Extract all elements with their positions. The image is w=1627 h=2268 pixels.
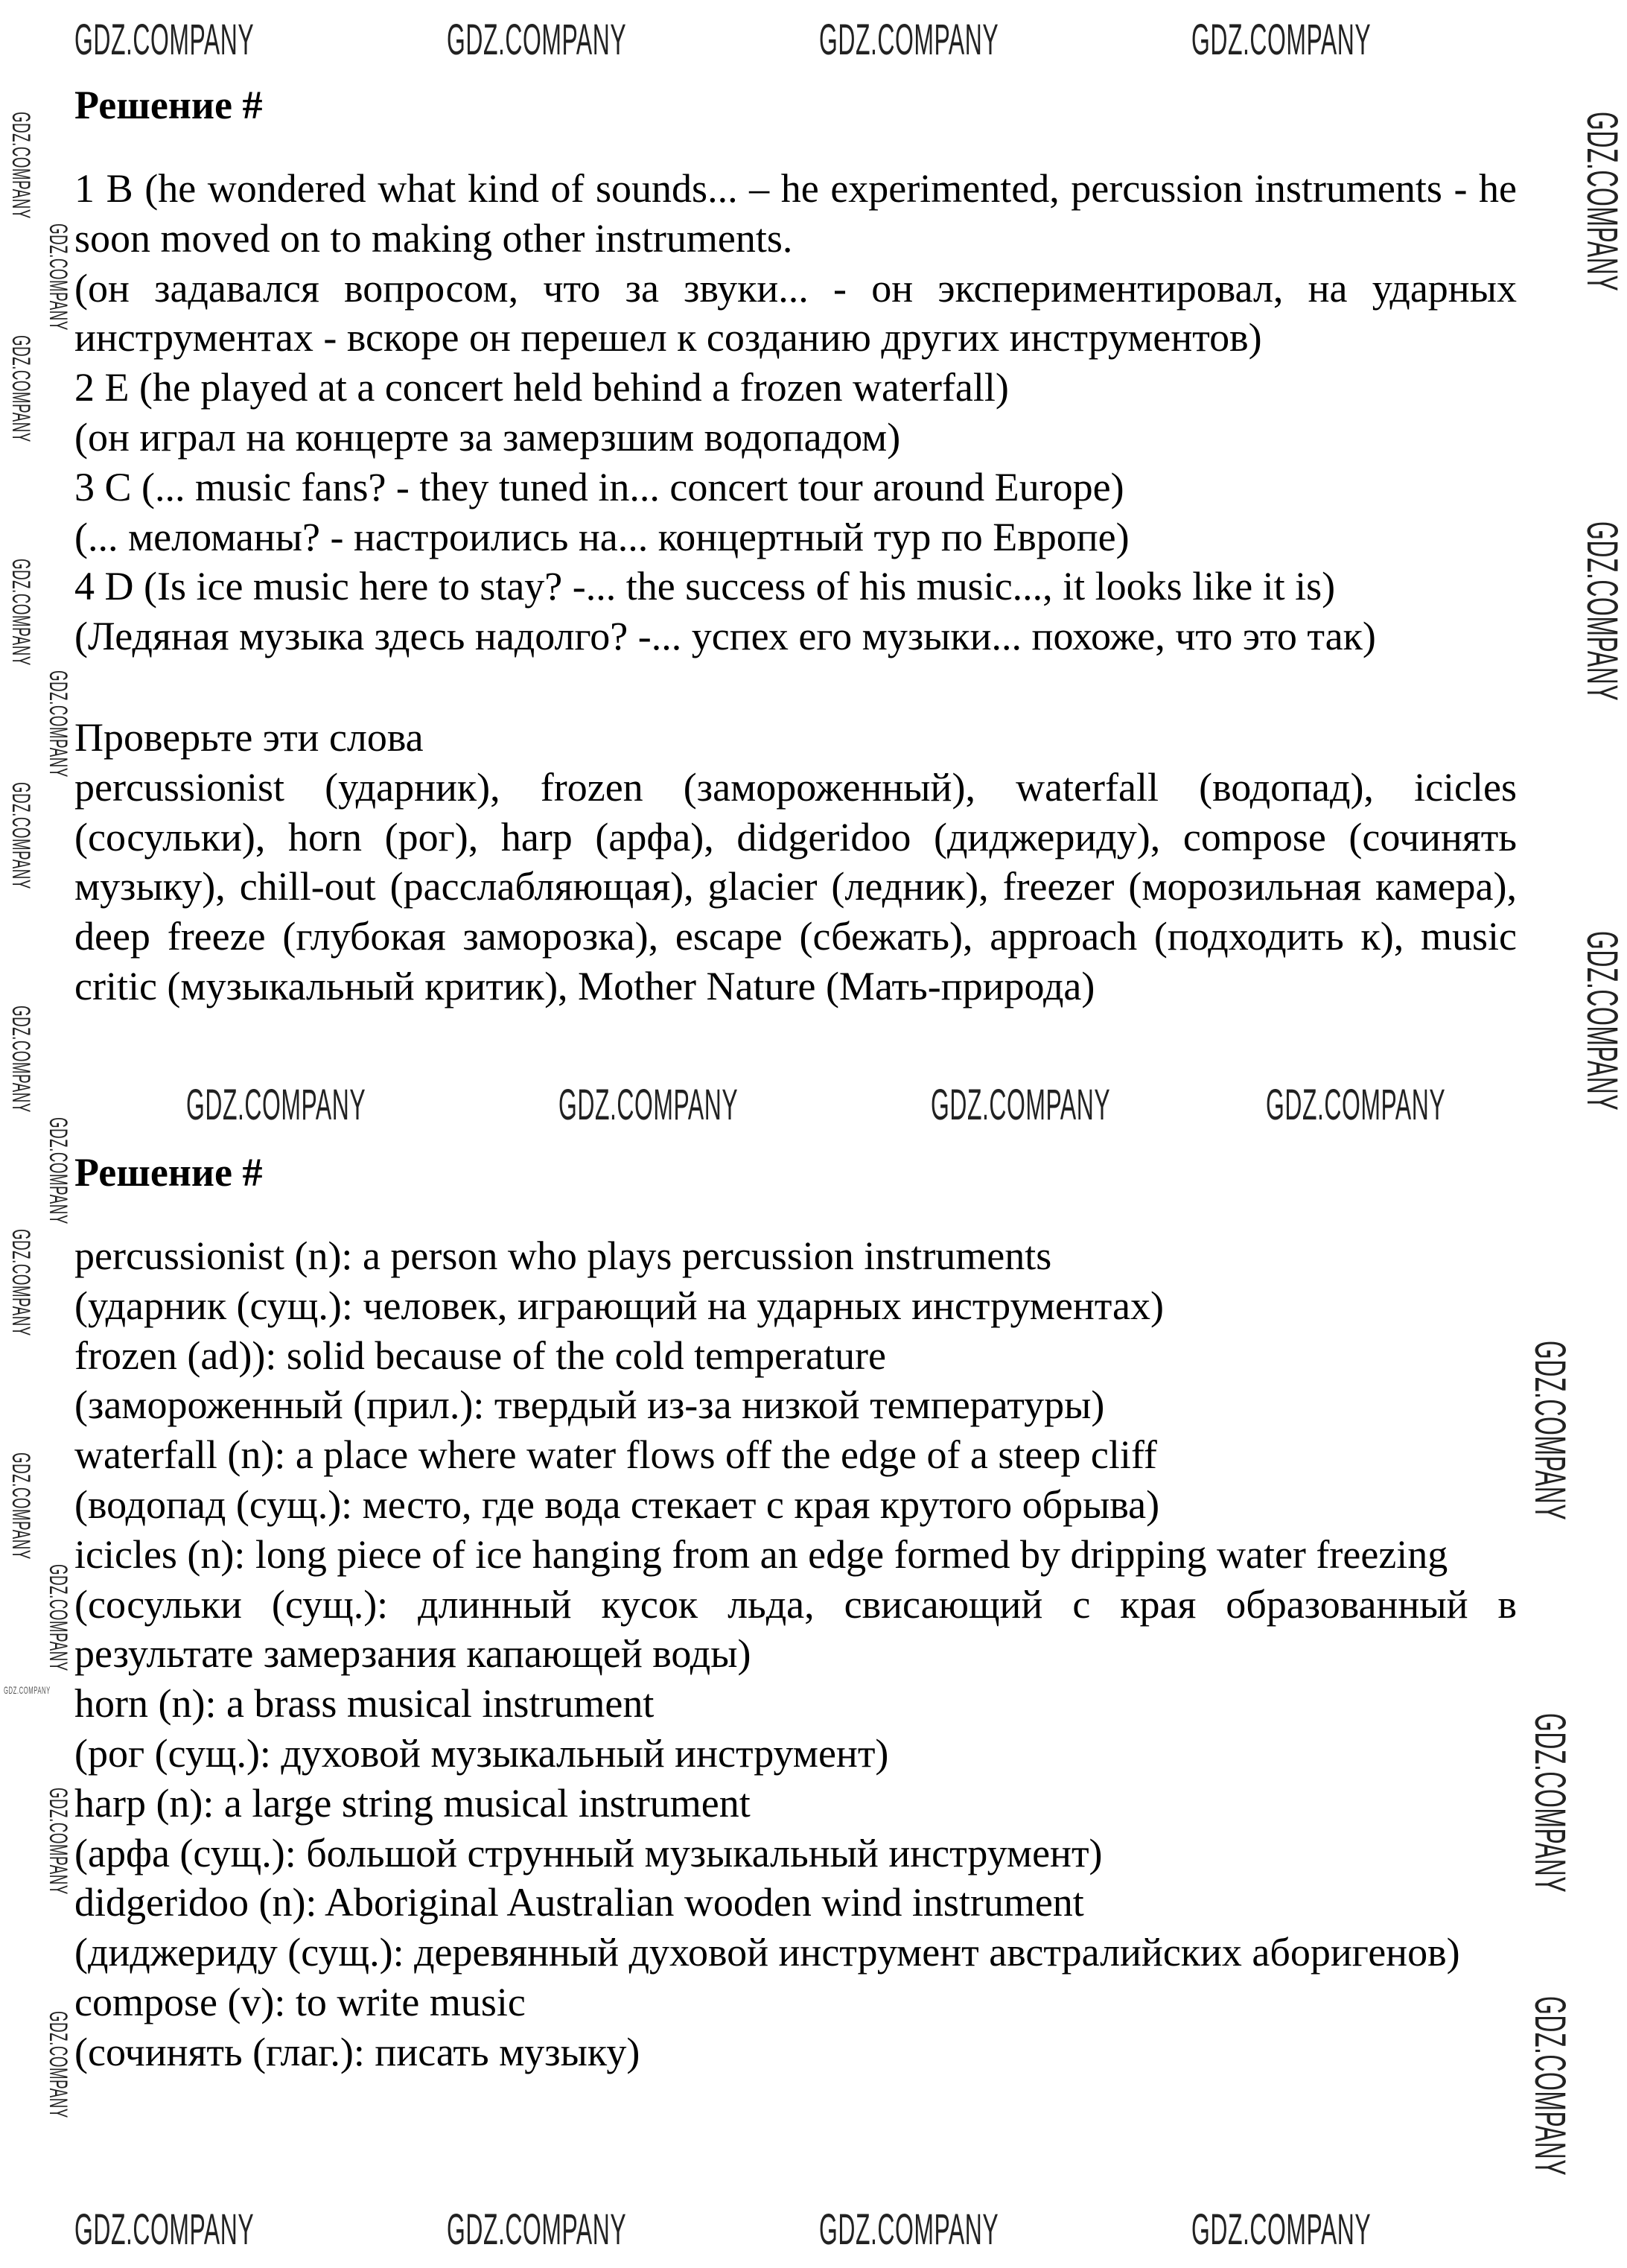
definition-line: (сочинять (глаг.): писать музыку) [74, 2029, 640, 2074]
definition-line: (диджериду (сущ.): деревянный духовой инструмент австралийских аборигенов) [74, 1930, 1460, 1975]
definition-line: icicles (n): long piece of ice hanging from an edge formed by dripping water freezing [74, 1531, 1448, 1577]
definition-line: (замороженный (прил.): твердый из-за низкой температуры) [74, 1382, 1105, 1428]
watermark: GDZ.COMPANY [44, 1564, 72, 1671]
watermark: GDZ.COMPANY [7, 112, 35, 219]
check-words-title: Проверьте эти слова [74, 715, 424, 760]
answer-line: (он играл на концерте за замерзшим водопадом) [74, 414, 901, 460]
solution-section-1 [74, 80, 1517, 130]
watermark: GDZ.COMPANY [4, 1684, 51, 1696]
definition-line: waterfall (n): a place where water flows off the edge of a steep cliff [74, 1432, 1157, 1478]
watermark: GDZ.COMPANY [931, 1081, 1111, 1129]
definition-line: (арфа (сущ.): большой струнный музыкальный инструмент) [74, 1830, 1103, 1875]
watermark: GDZ.COMPANY [7, 1452, 35, 1560]
watermark: GDZ.COMPANY [447, 2205, 627, 2254]
watermark: GDZ.COMPANY [7, 1229, 35, 1336]
answer-line: (... меломаны? - настроились на... концертный тур по Европе) [74, 514, 1130, 559]
answer-line: (он задавался вопросом, что за звуки... - он экспериментировал, на ударных инструментах - вскоре он перешел к созданию других инструментов) [74, 265, 1517, 360]
check-words-block [74, 713, 1517, 1011]
watermark: GDZ.COMPANY [44, 2011, 72, 2118]
watermark: GDZ.COMPANY [7, 782, 35, 889]
watermark: GDZ.COMPANY [1578, 521, 1626, 702]
watermark: GDZ.COMPANY [1578, 931, 1626, 1111]
definition-line: harp (n): a large string musical instrument [74, 1780, 751, 1826]
watermark: GDZ.COMPANY [74, 16, 255, 64]
definition-line: frozen (ad)): solid because of the cold temperature [74, 1332, 886, 1378]
definitions-block [74, 1231, 1517, 2077]
definition-line: compose (v): to write music [74, 1979, 526, 2024]
definition-line: (рог (сущ.): духовой музыкальный инструмент) [74, 1730, 889, 1776]
answer-line: 1 B (he wondered what kind of sounds... – he experimented, percussion instruments - he soon moved on to making other instruments. [74, 166, 1517, 261]
watermark: GDZ.COMPANY [7, 335, 35, 442]
watermark: GDZ.COMPANY [1578, 112, 1626, 292]
watermark: GDZ.COMPANY [1191, 16, 1372, 64]
definition-line: (ударник (сущ.): человек, играющий на ударных инструментах) [74, 1283, 1164, 1328]
answer-line: (Ледяная музыка здесь надолго? -... успех его музыки... похоже, что это так) [74, 614, 1376, 659]
watermark: GDZ.COMPANY [44, 1788, 72, 1895]
watermark: GDZ.COMPANY [447, 16, 627, 64]
watermark: GDZ.COMPANY [1526, 1996, 1574, 2176]
watermark: GDZ.COMPANY [1191, 2205, 1372, 2254]
watermark: GDZ.COMPANY [819, 16, 999, 64]
watermark: GDZ.COMPANY [7, 559, 35, 666]
section-title: Решение # [74, 83, 263, 127]
definition-line: (сосульки (сущ.): длинный кусок льда, свисающий с края образованный в результате замерзания капающей воды) [74, 1581, 1517, 1677]
solution-section-2 [74, 1148, 1517, 1198]
definition-line: percussionist (n): a person who plays percussion instruments [74, 1233, 1052, 1278]
watermark: GDZ.COMPANY [1526, 1341, 1574, 1521]
watermark: GDZ.COMPANY [558, 1081, 739, 1129]
answers-block [74, 164, 1517, 661]
watermark: GDZ.COMPANY [44, 670, 72, 778]
watermark: GDZ.COMPANY [44, 223, 72, 331]
watermark: GDZ.COMPANY [7, 1006, 35, 1113]
watermark: GDZ.COMPANY [1526, 1713, 1574, 1893]
watermark: GDZ.COMPANY [74, 2205, 255, 2254]
definition-line: didgeridoo (n): Aboriginal Australian wooden wind instrument [74, 1880, 1084, 1925]
answer-line: 4 D (Is ice music here to stay? -... the success of his music..., it looks like it is) [74, 564, 1336, 609]
section-title: Решение # [74, 1150, 263, 1195]
answer-line: 3 C (... music fans? - they tuned in... concert tour around Europe) [74, 464, 1124, 509]
definition-line: horn (n): a brass musical instrument [74, 1681, 655, 1727]
watermark: GDZ.COMPANY [186, 1081, 366, 1129]
watermark: GDZ.COMPANY [819, 2205, 999, 2254]
definition-line: (водопад (сущ.): место, где вода стекает с края крутого обрыва) [74, 1481, 1160, 1527]
watermark: GDZ.COMPANY [1266, 1081, 1446, 1129]
watermark: GDZ.COMPANY [44, 1117, 72, 1224]
answer-line: 2 E (he played at a concert held behind a frozen waterfall) [74, 365, 1009, 410]
check-words-text: percussionist (ударник), frozen (замороженный), waterfall (водопад), icicles (сосульки), horn (рог), harp (арфа), didgeridoo (диджериду), compose (сочинять музыку), chill-out (расслабляющая), glacier (ледник), freezer (морозильная камера), deep freeze (глубокая заморозка), escape (сбежать), approach (подходить к), music critic (музыкальный критик), Mother Nature (Мать-природа) [74, 764, 1517, 1008]
